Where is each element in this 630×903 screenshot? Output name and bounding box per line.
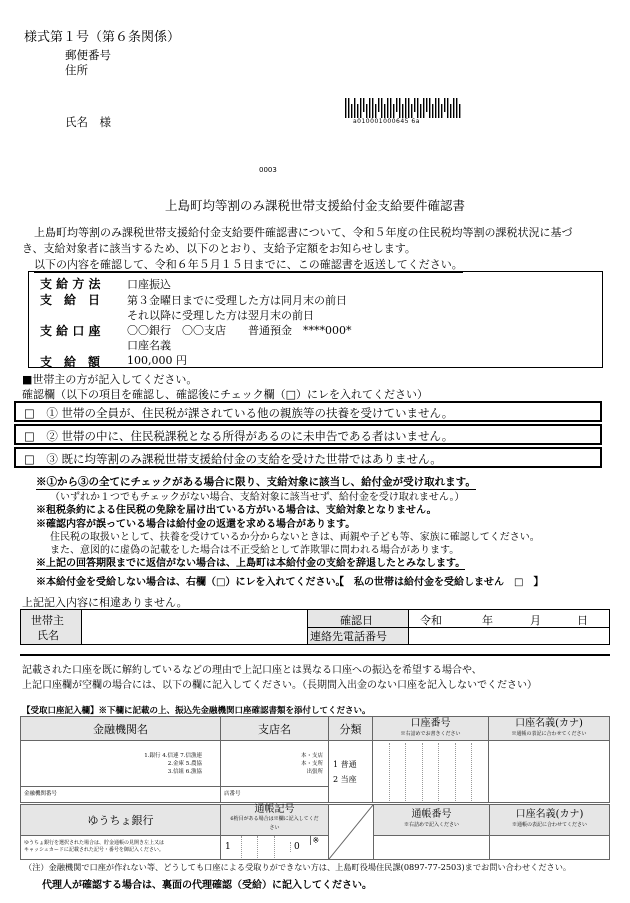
bank-code-label: 金融機関番号	[24, 791, 58, 797]
name-label: 氏名 様	[65, 115, 111, 129]
confirm-heading-2: 確認欄（以下の項目を確認し、確認後にチェック欄（□）にレを入れてください）	[22, 388, 429, 401]
checkbox-2[interactable]: □	[24, 429, 35, 443]
slash-line	[329, 805, 373, 859]
date-label: 支 給 日	[40, 293, 101, 307]
passbook-code-sub: 6桁目がある場合は※欄に記入してください	[230, 816, 319, 832]
yucho-bank-name: ゆうちょ銀行	[21, 805, 221, 836]
col-holder-label: 口座名義(カナ)	[515, 717, 583, 729]
account-value: 〇〇銀行 〇〇支店 普通預金 ****000*	[127, 324, 352, 337]
note-3b: また、意図的に虚偽の記載をした場合は不正受給として詐欺罪に問われる場合があります。	[50, 545, 460, 556]
passbook-number-field[interactable]	[374, 835, 490, 859]
bank-table	[20, 716, 610, 803]
amount-label: 支 給 額	[40, 355, 101, 369]
item-text-1: 世帯の全員が、住民税が課されている他の親族等の扶養を受けていません。	[61, 406, 454, 420]
checkbox-3[interactable]: □	[24, 452, 35, 466]
note-3a: 住民税の取扱いとして、扶養を受けているか分からないときは、両親や子ども等、家族に確認してください。	[50, 532, 540, 543]
type-ordinary[interactable]: 1 普通	[333, 759, 357, 769]
yucho-slash-cell	[329, 805, 374, 860]
bank-types-2: 2.金庫 5.農協	[167, 760, 202, 767]
col-type: 分類	[329, 717, 373, 741]
alt-line-1: 記載された口座を既に解約しているなどの理由で上記口座とは異なる口座への振込を希望する場合や、	[22, 665, 482, 676]
note-4: ※上記の回答期限までに返信がない場合は、上島町は本給付金の支給を辞退したとみなします。	[36, 554, 465, 570]
checkbox-1[interactable]: □	[24, 406, 35, 420]
section-divider	[20, 654, 610, 656]
col-account-sub: ※右詰めでお書きください	[400, 730, 461, 737]
passbook-mark: ※	[310, 836, 329, 845]
confirm-item-3[interactable]	[14, 447, 602, 468]
footer-agent: 代理人が確認する場合は、裏面の代理確認（受給）に記入してください。	[42, 880, 372, 891]
note-1b: （いずれか１つでもチェックがない場合、支給対象に該当せず、給付金を受け取れません。）	[50, 492, 465, 503]
intro-line-2: き、支給対象者に該当するため、以下のとおり、支給予定額をお知らせします。	[22, 242, 416, 255]
col-account-number	[373, 717, 489, 741]
passbook-number-label: 通帳番号	[411, 808, 452, 820]
confirm-item-1[interactable]	[14, 401, 602, 422]
phone-label: 連絡先電話番号	[310, 630, 387, 643]
payment-box	[28, 271, 603, 368]
yucho-holder-header	[490, 805, 610, 836]
account-label: 支 給 口 座	[40, 324, 101, 338]
barcode-text: a010001000645 6a	[353, 118, 420, 125]
yucho-note	[21, 835, 221, 859]
method-label: 支 給 方 法	[40, 277, 101, 291]
holder-name-field[interactable]	[489, 741, 610, 803]
item-text-3: 既に均等割のみ課税世帯支援給付金の支給を受けた世帯ではありません。	[61, 452, 442, 466]
branch-types-3: 出張所	[306, 768, 323, 775]
passbook-code-header	[221, 805, 329, 836]
note-2: ※租税条約による住民税の免除を届け出ている方がいる場合は、支給対象となりません。	[36, 505, 437, 516]
bank-types-1: 1.銀行 4.信連 7.信漁連	[144, 752, 202, 759]
confirm-item-2[interactable]	[14, 424, 602, 445]
confirm-date-label: 確認日	[340, 614, 373, 627]
item-number-3: ③	[46, 452, 58, 466]
item-number-1: ①	[46, 406, 58, 420]
note-1: ※①から③の全てにチェックがある場合に限り、支給対象に該当し、給付金が受け取れます。	[36, 476, 476, 488]
passbook-number-sub: ※右詰めで記入ください	[403, 821, 459, 828]
note-5: ※本給付金を受給しない場合は、右欄（□）にレを入れてください。	[36, 577, 346, 588]
barcode	[345, 98, 463, 118]
col-bank-name: 金融機関名	[21, 717, 221, 741]
alt-line-2: 上記口座欄が空欄の場合には、以下の欄に記入してください。（長期間入出金のない口座を記入しないでください）	[22, 680, 537, 691]
doc-number: 0003	[259, 166, 277, 174]
intro-line-3: 以下の内容を確認して、令和６年５月１５日までに、この確認書を返送してください。	[34, 258, 463, 271]
account-name: 口座名義	[127, 339, 171, 352]
account-number-field[interactable]	[373, 741, 489, 803]
bank-name-field[interactable]	[21, 741, 221, 787]
yucho-holder-sub: ※通帳の表記に合わせてください	[511, 821, 587, 828]
month-label: 月	[530, 614, 541, 627]
bank-form-heading: 【受取口座記入欄】※下欄に記載の上、振込先金融機関口座確認書類を添付してください。	[22, 706, 371, 716]
day-label: 日	[577, 614, 588, 627]
date-value-2: それ以降に受理した方は翌月末の前日	[127, 309, 314, 322]
passbook-code-label: 通帳記号	[254, 804, 295, 816]
branch-code-label: 店番号	[224, 791, 241, 797]
era-label: 令和	[420, 614, 442, 627]
form-number: 様式第１号（第６条関係）	[24, 30, 181, 45]
year-label: 年	[482, 614, 493, 627]
yucho-table	[20, 804, 610, 860]
col-branch-name: 支店名	[221, 717, 329, 741]
postal-label: 郵便番号	[65, 48, 111, 62]
type-current[interactable]: 2 当座	[333, 774, 357, 784]
bank-code-field[interactable]	[21, 787, 221, 803]
householder-label-2: 氏名	[37, 629, 59, 642]
bank-types-3: 3.信組 6.漁協	[167, 768, 202, 775]
col-account-label: 口座番号	[410, 717, 451, 729]
page-title: 上島町均等割のみ課税世帯支援給付金支給要件確認書	[164, 198, 465, 213]
phone-field[interactable]	[410, 628, 609, 644]
method-value: 口座振込	[127, 278, 171, 291]
date-value-1: 第３金曜日までに受理した方は同月末の前日	[127, 294, 347, 307]
branch-code-field[interactable]	[221, 787, 329, 803]
passbook-digit-1: 1	[225, 842, 231, 853]
footer-note: （注）金融機関で口座が作れない等、どうしても口座による受取りができない方は、上島町役場住民課(0897-77-2503)までお問い合わせください。	[24, 862, 572, 872]
col-holder-sub: ※通帳の表記に合わせてください	[511, 730, 587, 737]
branch-types-2: 本・支所	[300, 760, 323, 767]
passbook-code-field[interactable]	[221, 835, 329, 859]
address-label: 住所	[65, 63, 88, 77]
yucho-holder-field[interactable]	[490, 835, 610, 859]
note-3: ※確認内容が誤っている場合は給付金の返還を求める場合があります。	[36, 519, 356, 530]
householder-label-1: 世帯主	[31, 614, 64, 627]
branch-name-field[interactable]	[221, 741, 329, 787]
item-number-2: ②	[46, 429, 58, 443]
item-text-2: 世帯の中に、住民税課税となる所得があるのに未申告である者はいません。	[61, 429, 454, 443]
yucho-note-1: ゆうちょ銀行を選択された場合は、貯金通帳の見開き左上又は	[24, 840, 165, 847]
confirm-heading-1: ■世帯主の方が記入してください。	[22, 373, 198, 386]
branch-types-1: 本・支店	[300, 752, 323, 759]
decline-checkbox[interactable]: 【 私の世帯は給付金を受給しません □ 】	[334, 577, 544, 588]
passbook-number-header	[374, 805, 490, 836]
yucho-holder-label: 口座名義(カナ)	[515, 808, 584, 820]
amount-value: 100,000 円	[127, 354, 187, 367]
passbook-digit-0: 0	[290, 842, 310, 852]
col-holder	[489, 717, 610, 741]
declaration: 上記記入内容に相違ありません。	[22, 596, 188, 609]
yucho-note-2: キャッシュカードに記載された記号・番号を御記入ください。	[24, 847, 164, 854]
account-type-field[interactable]	[329, 741, 373, 803]
intro-line-1: 上島町均等割のみ課税世帯支援給付金支給要件確認書について、令和５年度の住民税均等割の課税状況に基づ	[34, 226, 573, 239]
householder-name-field[interactable]	[83, 610, 307, 644]
